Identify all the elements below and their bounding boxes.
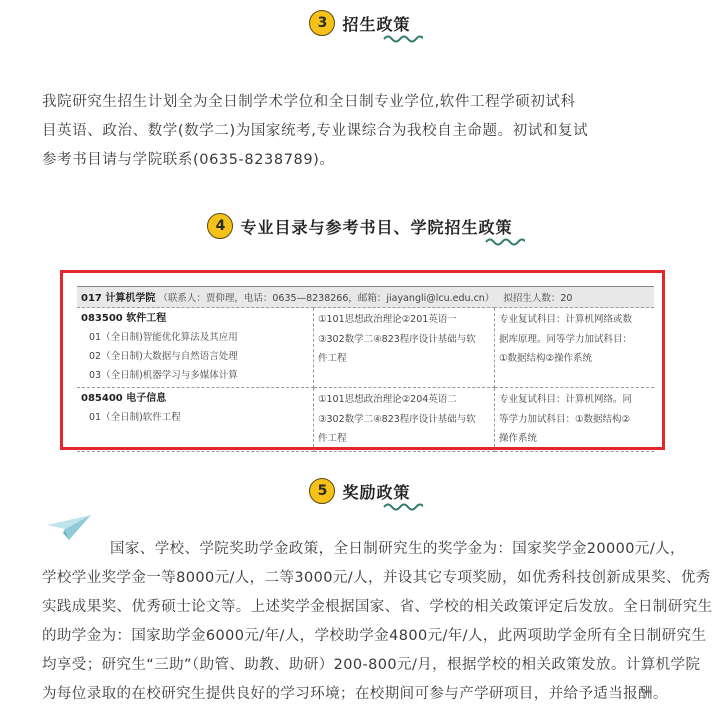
major-cell bbox=[77, 388, 314, 452]
college-row bbox=[77, 287, 654, 308]
squiggle-decoration-icon bbox=[383, 34, 423, 44]
research-direction: 01（全日制)软件工程 bbox=[89, 412, 181, 423]
retest-subjects-cell bbox=[495, 388, 655, 452]
squiggle-decoration-icon bbox=[485, 237, 525, 247]
section-3-heading bbox=[0, 10, 720, 36]
section-3-paragraph bbox=[42, 88, 642, 175]
retest-subject-line: 操作系统 bbox=[499, 433, 538, 444]
paragraph-line: 国家、学校、学院奖助学金政策，全日制研究生的奖学金为：国家奖学金20000元/人， bbox=[110, 541, 685, 557]
major-title: 083500 软件工程 bbox=[81, 313, 167, 324]
retest-subject-line: 据库原理。同等学力加试科目： bbox=[499, 333, 633, 345]
retest-subject-line: 等学力加试科目：①数据结构② bbox=[499, 413, 631, 425]
major-cell bbox=[77, 308, 314, 388]
section-3-number-badge: 3 bbox=[309, 10, 335, 36]
table-row bbox=[77, 388, 654, 452]
research-direction: 02（全日制)大数据与自然语言处理 bbox=[89, 351, 238, 362]
paragraph-line: 为每位录取的在校研究生提供良好的学习环境；在校期间可参与产学研项目，并给予适当报酬。 bbox=[42, 686, 668, 702]
exam-subject-line: ①101思想政治理论②204英语二 bbox=[318, 394, 457, 405]
retest-subject-line: 专业复试科目：计算机网络。同 bbox=[499, 394, 633, 405]
college-quota: 拟招生人数：20 bbox=[503, 293, 573, 304]
exam-subjects-cell bbox=[314, 308, 495, 388]
squiggle-decoration-icon bbox=[383, 502, 423, 512]
section-4-title: 专业目录与参考书目、学院招生政策 bbox=[240, 217, 513, 237]
section-5-number-badge: 5 bbox=[309, 478, 335, 504]
major-title: 085400 电子信息 bbox=[81, 393, 167, 404]
exam-subjects-cell bbox=[314, 388, 495, 452]
paragraph-line: 我院研究生招生计划全为全日制学术学位和全日制专业学位,软件工程学硕初试科 bbox=[42, 94, 576, 110]
section-4-heading bbox=[0, 213, 720, 239]
retest-subject-line: 专业复试科目：计算机网络或数 bbox=[499, 314, 633, 325]
college-name: 017 计算机学院 bbox=[81, 293, 156, 304]
paragraph-line: 的助学金为：国家助学金6000元/年/人，学校助学金4800元/年/人，此两项助学金所有全日制研究生 bbox=[42, 628, 707, 644]
exam-subject-line: 件工程 bbox=[318, 433, 347, 444]
exam-subject-line: ③302数学二④823程序设计基础与软 bbox=[318, 413, 476, 425]
paragraph-line: 均享受；研究生“三助”（助管、助教、助研）200-800元/月，根据学校的相关政策发放。计算机学院 bbox=[42, 657, 701, 673]
college-cell bbox=[77, 287, 654, 308]
exam-subject-line: 件工程 bbox=[318, 353, 347, 364]
section-4-number-badge: 4 bbox=[207, 213, 233, 239]
paragraph-line: 学校学业奖学金一等8000元/人，二等3000元/人，并设其它专项奖励，如优秀科技创新成果奖、优秀 bbox=[42, 570, 711, 586]
paragraph-line: 实践成果奖、优秀硕士论文等。上述奖学金根据国家、省、学校的相关政策评定后发放。全日制研究生 bbox=[42, 599, 713, 615]
paragraph-line: 目英语、政治、数学(数学二)为国家统考,专业课综合为我校自主命题。初试和复试 bbox=[42, 123, 589, 139]
section-5-heading bbox=[0, 478, 720, 504]
section-5-title: 奖励政策 bbox=[342, 482, 411, 502]
retest-subjects-cell bbox=[495, 308, 655, 388]
exam-subject-line: ①101思想政治理论②201英语一 bbox=[318, 314, 457, 325]
retest-subject-line: ①数据结构②操作系统 bbox=[499, 353, 593, 364]
research-direction: 01（全日制)智能优化算法及其应用 bbox=[89, 332, 238, 343]
research-direction: 03（全日制)机器学习与多媒体计算 bbox=[89, 370, 238, 381]
table-row bbox=[77, 308, 654, 388]
college-contact: （联系人：贾仰理，电话：0635—8238266，邮箱：jiayangli@lcu.edu.cn） bbox=[158, 293, 495, 304]
exam-subject-line: ③302数学二④823程序设计基础与软 bbox=[318, 333, 476, 345]
paragraph-line: 参考书目请与学院联系(0635-8238789)。 bbox=[42, 152, 335, 168]
catalog-table bbox=[77, 286, 654, 452]
section-5-paragraph bbox=[42, 535, 713, 709]
section-3-title: 招生政策 bbox=[342, 14, 411, 34]
